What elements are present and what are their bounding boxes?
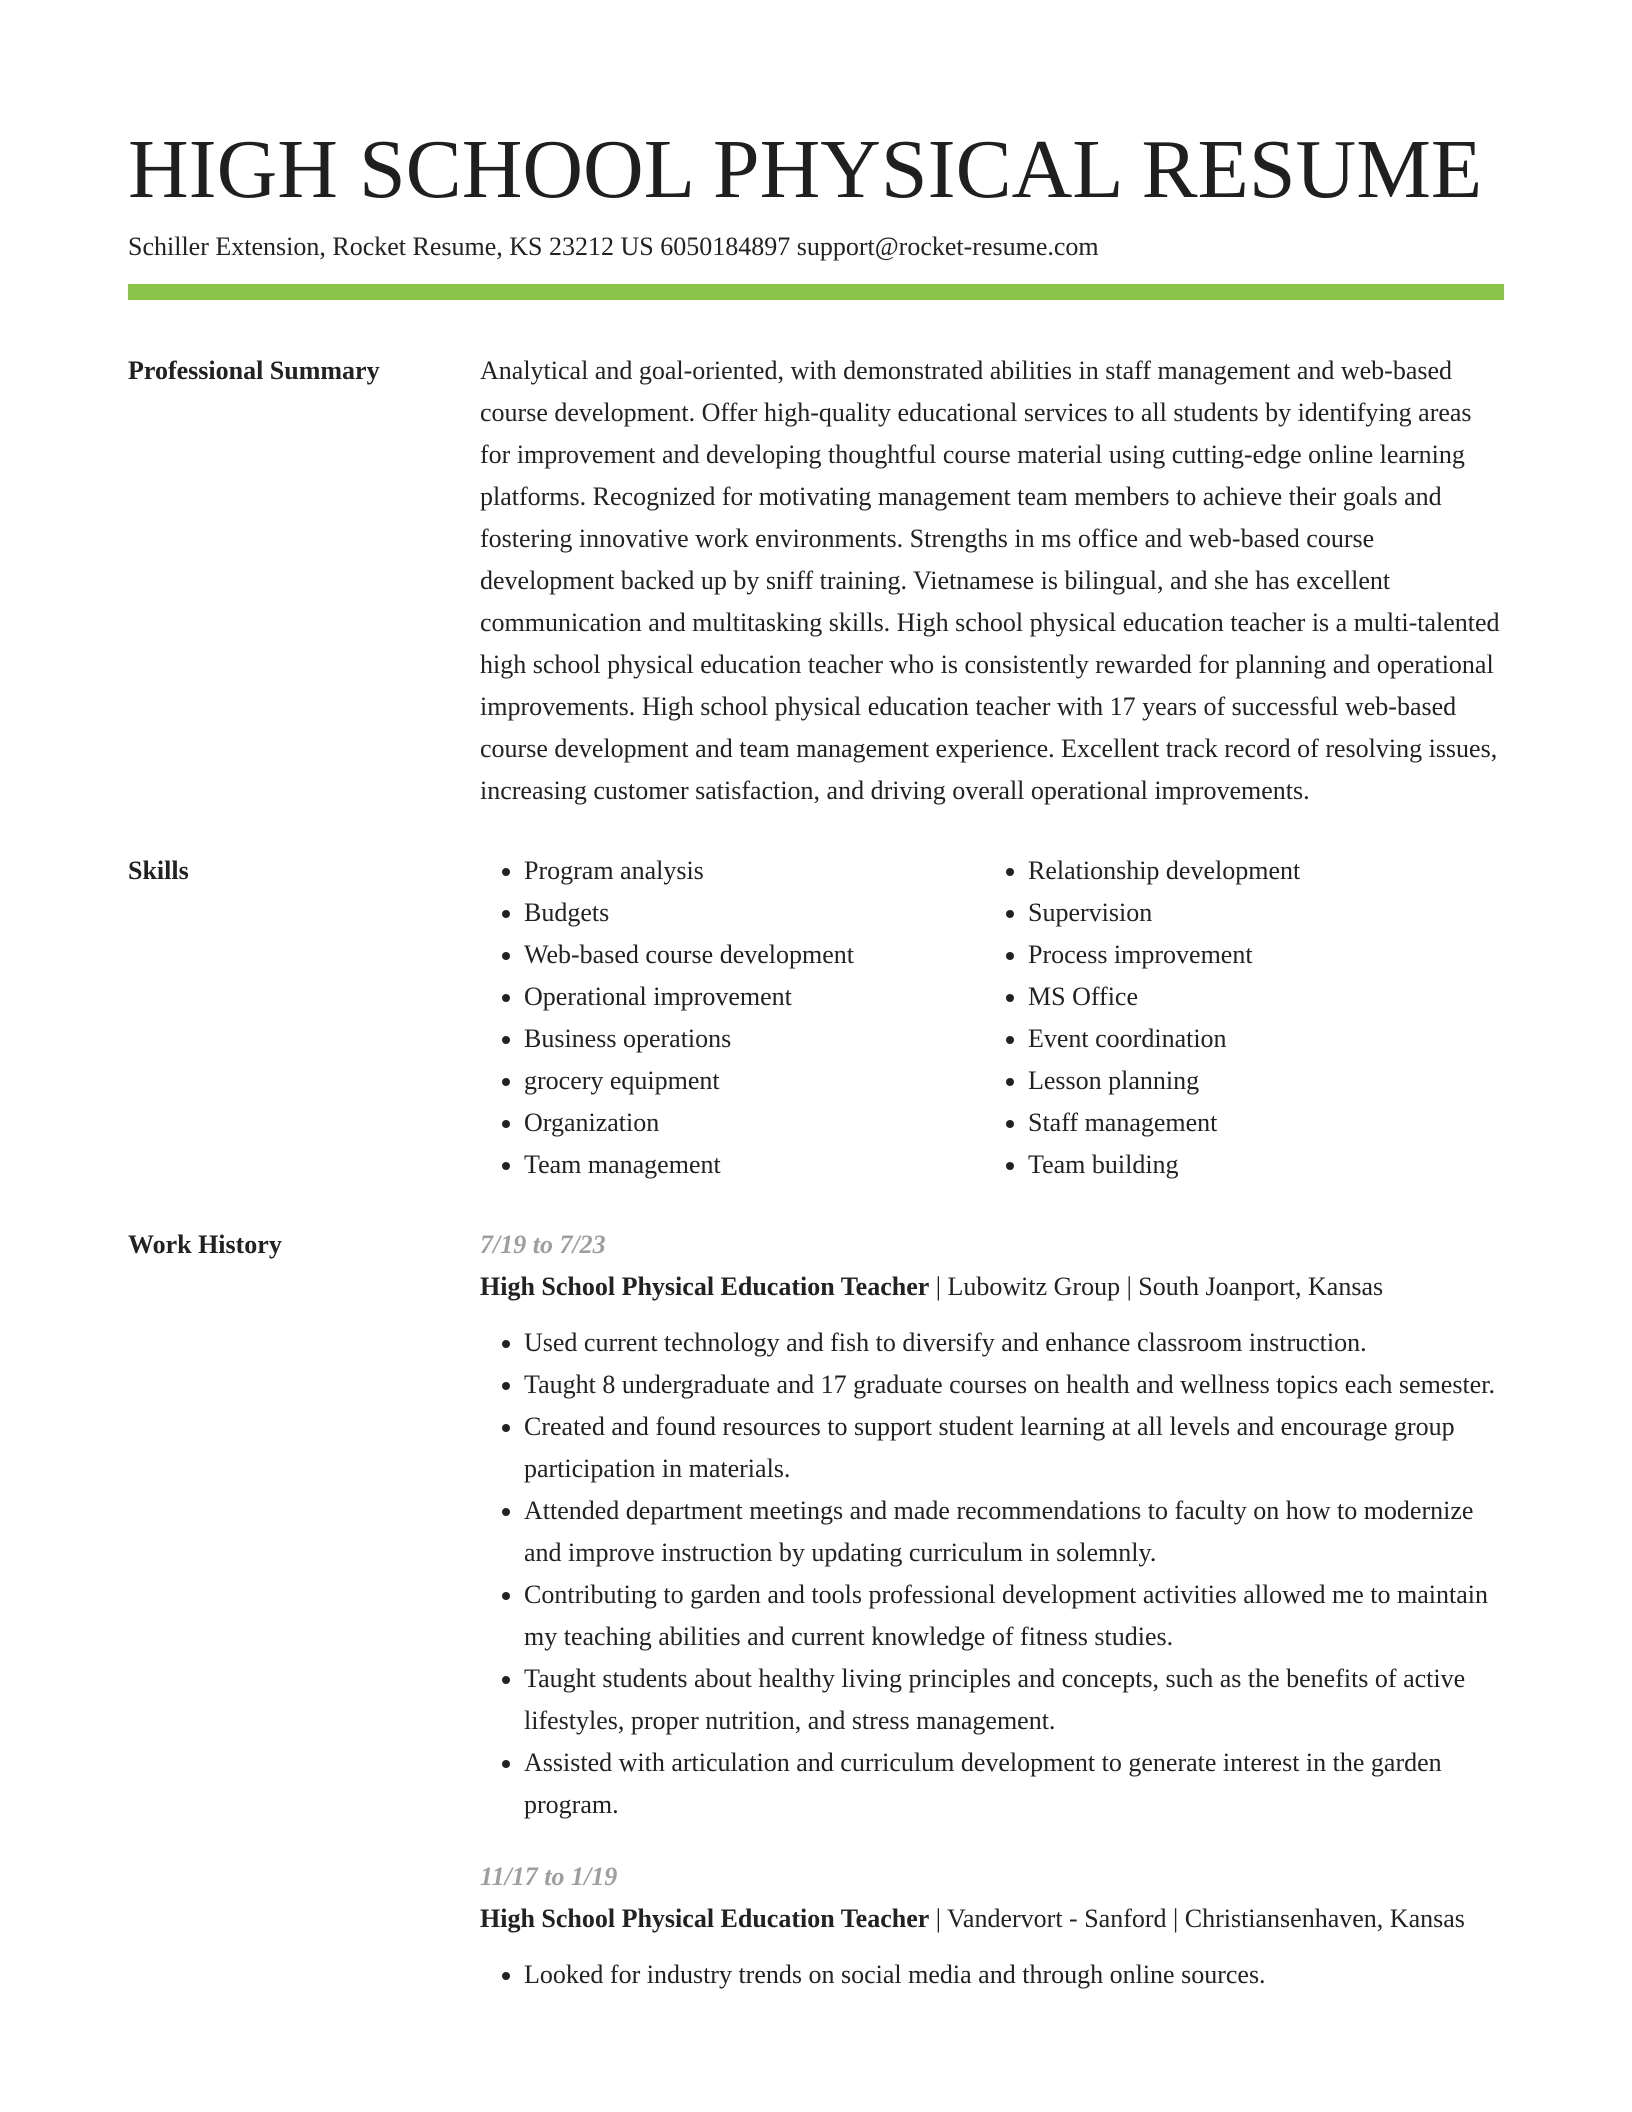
job-dates: 11/17 to 1/19 [480,1862,618,1891]
skill-item: • Business operations [524,1018,984,1060]
contact-line: Schiller Extension, Rocket Resume, KS 23212 US 6050184897 support@rocket-resume.com [128,232,1099,261]
job-heading [480,1266,1504,1308]
job-entry [480,1856,1504,1996]
job-entry [480,1224,1504,1826]
skill-item: • Web-based course development [524,934,984,976]
skill-item: • Operational improvement [524,976,984,1018]
job-bullet: • Used current technology and fish to diversify and enhance classroom instruction. [524,1322,1504,1364]
job-bullet: • Attended department meetings and made recommendations to faculty on how to modernize and improve instruction by updating curriculum in solemnly. [524,1490,1504,1574]
skill-item: • Team building [1028,1144,1488,1186]
skill-item: • Budgets [524,892,984,934]
job-bullet: • Created and found resources to support student learning at all levels and encourage group participation in materials. [524,1406,1504,1490]
job-title: High School Physical Education Teacher [480,1272,930,1301]
resume-title: HIGH SCHOOL PHYSICAL RESUME [128,123,1483,216]
section-label: Skills [128,856,189,885]
header-divider [128,284,1504,300]
section-label: Professional Summary [128,356,380,385]
skill-item: • Relationship development [1028,850,1488,892]
job-bullet: • Assisted with articulation and curriculum development to generate interest in the garden program. [524,1742,1504,1826]
job-dates: 7/19 to 7/23 [480,1230,606,1259]
skill-item: • Lesson planning [1028,1060,1488,1102]
skills-list-left [480,850,984,1186]
job-employer-location: | Vandervort - Sanford | Christiansenhaven, Kansas [929,1904,1465,1933]
resume-page [128,120,1504,2026]
job-bullets [480,1322,1504,1826]
job-bullet: • Contributing to garden and tools professional development activities allowed me to maintain my teaching abilities and current knowledge of fitness studies. [524,1574,1504,1658]
skill-item: • Program analysis [524,850,984,892]
job-employer-location: | Lubowitz Group | South Joanport, Kansas [929,1272,1384,1301]
skill-item: • Process improvement [1028,934,1488,976]
job-bullet: • Looked for industry trends on social media and through online sources. [524,1954,1504,1996]
professional-summary-section [128,350,1504,812]
skill-item: • Organization [524,1102,984,1144]
skill-item: • Team management [524,1144,984,1186]
skills-list-right [984,850,1488,1186]
job-bullet: • Taught 8 undergraduate and 17 graduate courses on health and wellness topics each semester. [524,1364,1504,1406]
summary-text: Analytical and goal-oriented, with demonstrated abilities in staff management and web-based course development. Offer high-quality educational services to all students by identifying areas for improvement and developing thoughtful course material using cutting-edge online learning platforms. Recognized for motivating management team members to achieve their goals and fostering innovative work environments. Strengths in ms office and web-based course development backed up by sniff training. Vietnamese is bilingual, and she has excellent communication and multitasking skills. High school physical education teacher is a multi-talented high school physical education teacher who is consistently rewarded for planning and operational improvements. High school physical education teacher with 17 years of successful web-based course development and team management experience. Excellent track record of resolving issues, increasing customer satisfaction, and driving overall operational improvements. [480,356,1500,805]
job-bullet: • Taught students about healthy living principles and concepts, such as the benefits of active lifestyles, proper nutrition, and stress management. [524,1658,1504,1742]
skills-section [128,850,1504,1186]
work-history-section [128,1224,1504,2026]
job-heading [480,1898,1504,1940]
skill-item: • Supervision [1028,892,1488,934]
job-bullets [480,1954,1504,1996]
skill-item: • MS Office [1028,976,1488,1018]
job-title: High School Physical Education Teacher [480,1904,930,1933]
skill-item: • Event coordination [1028,1018,1488,1060]
skill-item: • grocery equipment [524,1060,984,1102]
skill-item: • Staff management [1028,1102,1488,1144]
section-label: Work History [128,1230,282,1259]
